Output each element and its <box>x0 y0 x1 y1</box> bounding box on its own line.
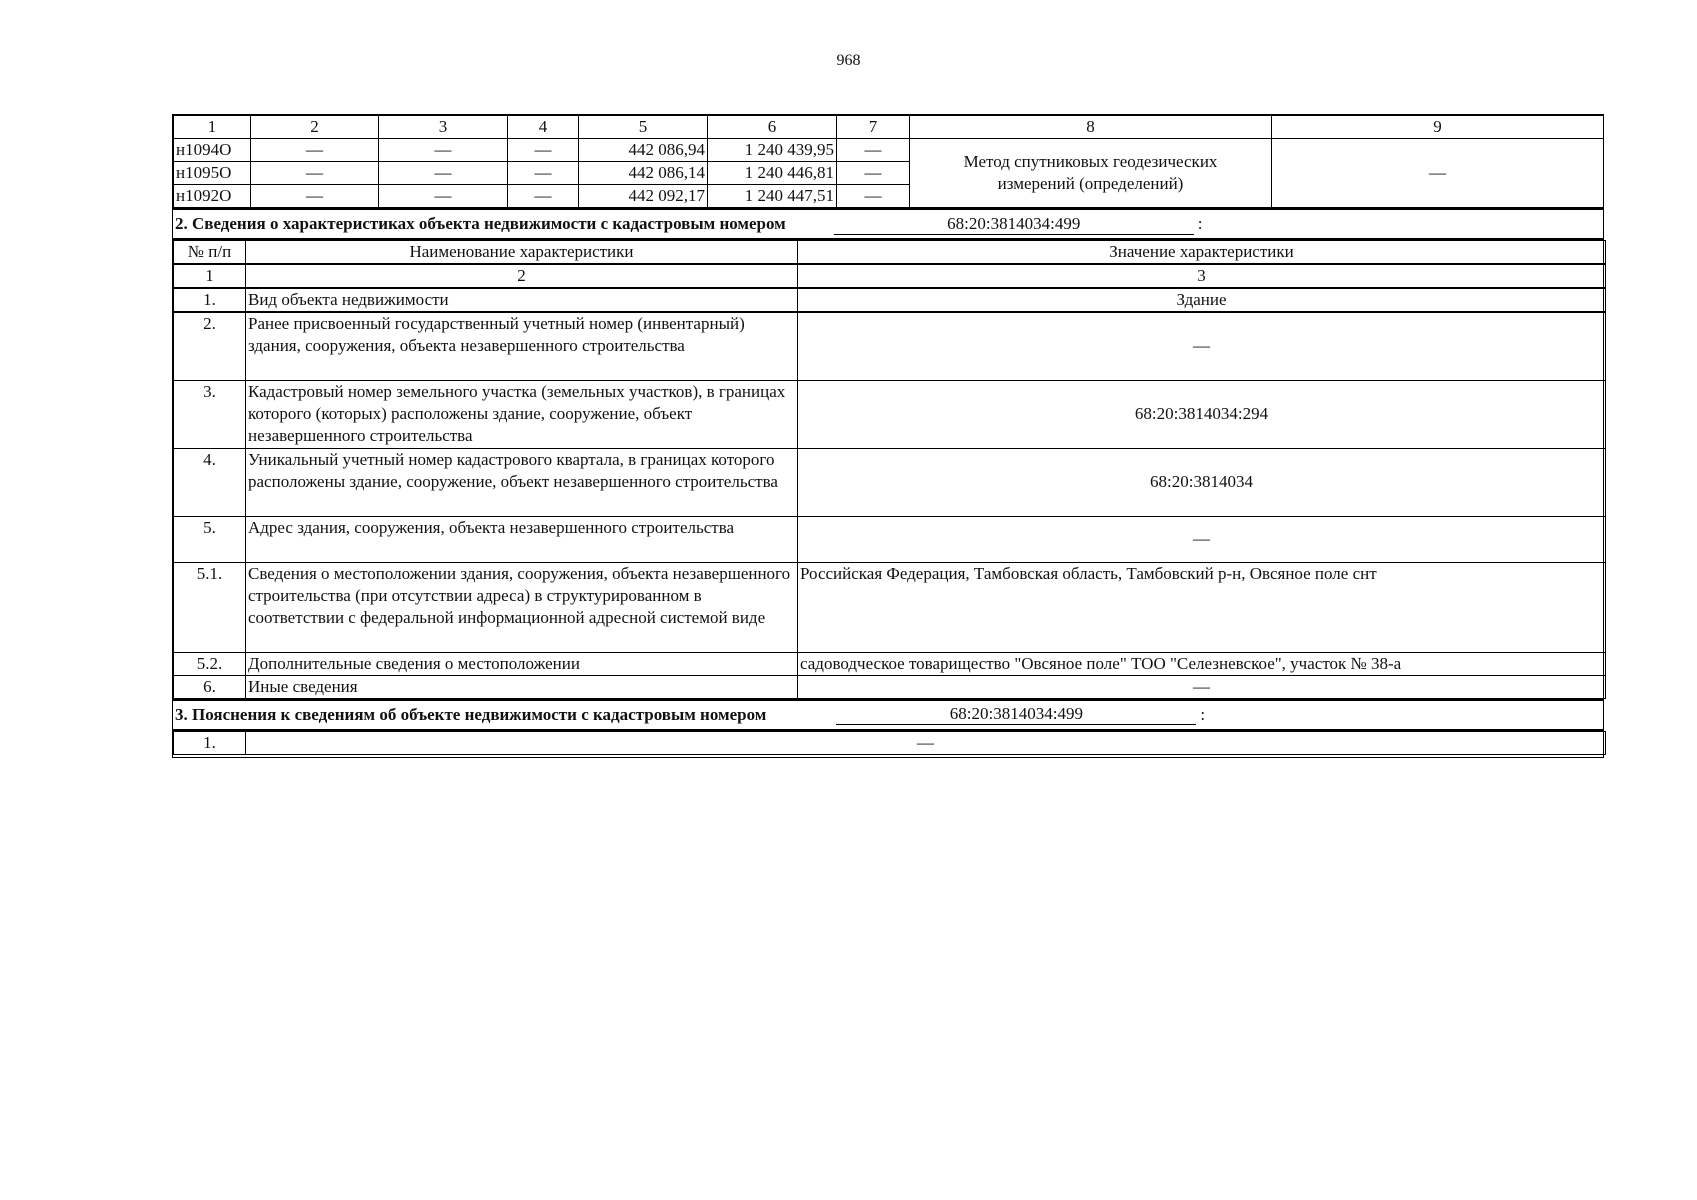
table-cell: — <box>379 139 508 162</box>
table-row <box>174 731 1606 754</box>
section-3-title-bar <box>173 699 1603 731</box>
table-row <box>174 448 1606 516</box>
method-cell <box>910 139 1272 208</box>
column-header: 3 <box>379 116 508 139</box>
column-header: 2 <box>251 116 379 139</box>
coordinates-table <box>173 115 1604 208</box>
row-number: 1. <box>174 731 246 754</box>
coordinate-y: 1 240 439,95 <box>708 139 837 162</box>
table-row <box>174 312 1606 380</box>
section-3-colon: : <box>1200 704 1206 724</box>
column-header: 1 <box>174 116 251 139</box>
point-name: н1092О <box>174 185 251 208</box>
characteristic-name: Иные сведения <box>246 675 798 698</box>
characteristic-name: Уникальный учетный номер кадастрового квартала, в границах которого расположены здание, сооружение, объект незавершенного строительства <box>246 448 798 516</box>
column-index: 3 <box>798 264 1606 288</box>
table-cell: — <box>837 185 910 208</box>
coordinate-y: 1 240 446,81 <box>708 162 837 185</box>
point-name: н1094О <box>174 139 251 162</box>
characteristic-name: Адрес здания, сооружения, объекта незавершенного строительства <box>246 516 798 562</box>
table-cell: — <box>251 162 379 185</box>
column-index: 2 <box>246 264 798 288</box>
characteristic-name: Вид объекта недвижимости <box>246 288 798 312</box>
section-3-cadastral-number: 68:20:3814034:499 <box>836 704 1196 725</box>
characteristic-value: Российская Федерация, Тамбовская область, Тамбовский р-н, Овсяное поле снт <box>798 562 1606 652</box>
table-row <box>174 380 1606 448</box>
column-header: № п/п <box>174 241 246 265</box>
characteristics-table <box>173 240 1606 699</box>
row-number: 4. <box>174 448 246 516</box>
characteristic-name: Ранее присвоенный государственный учетный номер (инвентарный) здания, сооружения, объекта незавершенного строительства <box>246 312 798 380</box>
table-cell: — <box>837 139 910 162</box>
characteristic-name: Дополнительные сведения о местоположении <box>246 652 798 675</box>
cadastral-document <box>172 114 1604 758</box>
column-header: 8 <box>910 116 1272 139</box>
column-header: Наименование характеристики <box>246 241 798 265</box>
characteristic-value: Здание <box>798 288 1606 312</box>
row-number: 2. <box>174 312 246 380</box>
point-name: н1095О <box>174 162 251 185</box>
characteristic-value: 68:20:3814034:294 <box>798 380 1606 448</box>
table-cell: — <box>251 185 379 208</box>
column-header: 4 <box>508 116 579 139</box>
column-header: 5 <box>579 116 708 139</box>
section-2-cadastral-number: 68:20:3814034:499 <box>834 214 1194 235</box>
characteristics-header-row <box>174 241 1606 265</box>
section-2-title-bar <box>173 208 1603 240</box>
row-number: 5.1. <box>174 562 246 652</box>
coordinate-y: 1 240 447,51 <box>708 185 837 208</box>
coordinate-x: 442 092,17 <box>579 185 708 208</box>
row-number: 5.2. <box>174 652 246 675</box>
table-row <box>174 288 1606 312</box>
characteristic-name: Кадастровый номер земельного участка (земельных участков), в границах которого (которых) расположены здание, сооружение, объект незавершенного строительства <box>246 380 798 448</box>
table-cell: — <box>379 162 508 185</box>
characteristic-value: — <box>798 516 1606 562</box>
section-2-colon: : <box>1197 214 1203 233</box>
table-row <box>174 139 1604 162</box>
table-row <box>174 675 1606 698</box>
table-cell: — <box>1272 139 1604 208</box>
table-cell: — <box>251 139 379 162</box>
coordinate-x: 442 086,14 <box>579 162 708 185</box>
column-index-row <box>174 264 1606 288</box>
table-cell: — <box>508 139 579 162</box>
characteristic-name: Сведения о местоположении здания, сооружения, объекта незавершенного строительства (при отсутствии адреса) в структурированном в соответствии с федеральной информационной адресной системой виде <box>246 562 798 652</box>
table-cell: — <box>508 162 579 185</box>
row-number: 5. <box>174 516 246 562</box>
explanation-value: — <box>246 731 1606 754</box>
section-3-title: 3. Пояснения к сведениям об объекте недвижимости с кадастровым номером <box>175 704 767 724</box>
row-number: 3. <box>174 380 246 448</box>
characteristic-value: — <box>798 312 1606 380</box>
table-bottom-gap <box>173 755 1603 757</box>
table-row <box>174 516 1606 562</box>
table-cell: — <box>837 162 910 185</box>
characteristic-value: — <box>798 675 1606 698</box>
explanations-table <box>173 731 1606 755</box>
column-header: Значение характеристики <box>798 241 1606 265</box>
table-cell: — <box>379 185 508 208</box>
table-row <box>174 562 1606 652</box>
characteristic-value: 68:20:3814034 <box>798 448 1606 516</box>
section-2-title: 2. Сведения о характеристиках объекта недвижимости с кадастровым номером <box>175 214 786 233</box>
page-number: 968 <box>836 52 861 69</box>
coordinates-header-row <box>174 116 1604 139</box>
table-cell: — <box>508 185 579 208</box>
characteristic-value: садоводческое товарищество "Овсяное поле" ТОО "Селезневское", участок № 38-а <box>798 652 1606 675</box>
method-text: Метод спутниковых геодезических измерений (определений) <box>963 152 1218 193</box>
column-header: 9 <box>1272 116 1604 139</box>
row-number: 1. <box>174 288 246 312</box>
row-number: 6. <box>174 675 246 698</box>
column-header: 7 <box>837 116 910 139</box>
column-index: 1 <box>174 264 246 288</box>
table-row <box>174 652 1606 675</box>
column-header: 6 <box>708 116 837 139</box>
coordinate-x: 442 086,94 <box>579 139 708 162</box>
